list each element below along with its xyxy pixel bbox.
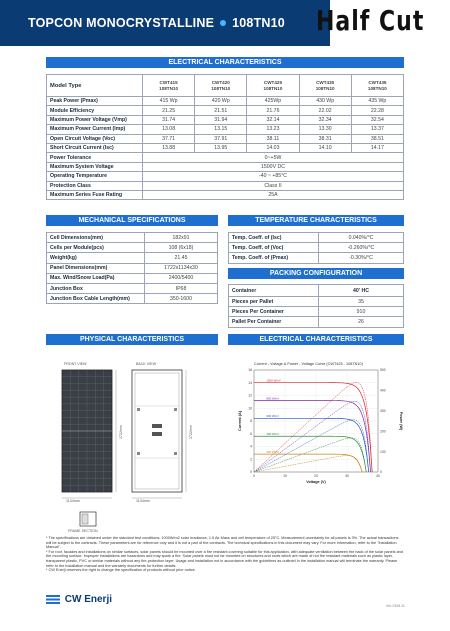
- row-label: Max. Wind/Snow Load(Pa): [47, 273, 145, 283]
- section-packing: PACKING CONFIGURATION: [228, 268, 404, 279]
- cell-value: 31.74: [143, 115, 195, 124]
- table-row: [47, 143, 404, 152]
- temperature-table: [228, 232, 404, 264]
- row-label: Maximum System Voltage: [47, 162, 143, 171]
- panel-drawings: [56, 366, 206, 546]
- cell-value: 13.95: [195, 143, 247, 152]
- row-label: Protection Class: [47, 181, 143, 190]
- version-label: Ver.2308.11: [386, 604, 405, 608]
- footnote: * The specifications are obtained under the standard test conditions: 1000W/m2 solar irradiance, 1.5 Air Mass and cell temperature of 25°C. Measurement uncertainty for all panels is 3%. The actual transactions will be subject to the contracts. These parameters are for reference only and it is not a part of the contracts. The technical specifications in this document may vary. For more information, refer to the "Installation Manual".: [46, 536, 399, 550]
- half-cut-logo: Half Cut: [316, 6, 425, 38]
- cell-value: 14.17: [351, 143, 403, 152]
- x-tick-label: 10: [283, 474, 287, 478]
- cell-value: 425Wp: [247, 97, 299, 106]
- model-name: CWT425: [263, 80, 283, 85]
- cell-value: 35: [319, 297, 404, 307]
- y2-tick-label: 500: [380, 368, 386, 373]
- y-tick-label: 2: [250, 457, 252, 462]
- table-row: [229, 297, 404, 307]
- cell-value: 22.02: [299, 106, 351, 115]
- cell-value: 31.94: [195, 115, 247, 124]
- cell-value: 13.08: [143, 125, 195, 134]
- cell-value: 435 Wp: [351, 97, 403, 106]
- model-series-label: 108TN10: [315, 85, 335, 91]
- series-label: 1000 W/m²: [266, 378, 281, 383]
- table-row: [229, 233, 404, 243]
- cell-value: Class II: [143, 181, 404, 190]
- x-tick-label: 20: [314, 474, 318, 478]
- bullet-dot-icon: [220, 20, 226, 26]
- model-header: [247, 75, 299, 97]
- table-row: [47, 106, 404, 115]
- cell-value: 37.71: [143, 134, 195, 143]
- model-header: [299, 75, 351, 97]
- row-label: Operating Temperature: [47, 172, 143, 181]
- cell-value: 38.31: [299, 134, 351, 143]
- table-row: [47, 190, 404, 199]
- series-label: 400 W/m²: [266, 432, 279, 437]
- section-electrical: ELECTRICAL CHARACTERISTICS: [46, 57, 404, 68]
- dim-width-back: 1134mm: [136, 499, 150, 503]
- cell-value: IP68: [145, 283, 218, 293]
- table-row: [47, 134, 404, 143]
- cell-value: 13.15: [195, 125, 247, 134]
- row-label: Temp. Coeff. of (Voc): [229, 243, 319, 253]
- model-header: [195, 75, 247, 97]
- section-temperature: TEMPERATURE CHARACTERISTICS: [228, 215, 404, 226]
- y-tick-label: 4: [250, 444, 252, 449]
- row-label: Peak Power (Pmax): [47, 97, 143, 106]
- cell-value: 38.51: [351, 134, 403, 143]
- cell-value: 32.34: [299, 115, 351, 124]
- table-row: [47, 294, 218, 304]
- row-label: Container: [229, 285, 319, 297]
- table-row: [47, 162, 404, 171]
- row-label: Weight(kg): [47, 253, 145, 263]
- cell-value: 430 Wp: [299, 97, 351, 106]
- model-name: CWT415: [159, 80, 178, 85]
- page-title: TOPCON MONOCRYSTALLINE: [28, 16, 215, 30]
- model-name: CWT430: [316, 80, 335, 85]
- cell-value: 14.03: [247, 143, 299, 152]
- table-row: [47, 243, 218, 253]
- cell-value: -0.260%/°C: [319, 243, 404, 253]
- cell-value: 22.28: [351, 106, 403, 115]
- cell-value: 37.91: [195, 134, 247, 143]
- cell-value: 420 Wp: [195, 97, 247, 106]
- model-header: [351, 75, 403, 97]
- model-type-label: Model Type: [47, 75, 143, 97]
- electrical-table: [46, 74, 404, 200]
- cell-value: 13.30: [299, 125, 351, 134]
- cell-value: -0.30%/°C: [319, 253, 404, 263]
- model-name: CWT420: [211, 80, 230, 85]
- cell-value: 25A: [143, 190, 404, 199]
- table-row: [229, 307, 404, 317]
- row-label: Pallet Per Container: [229, 317, 319, 327]
- y2-tick-label: 400: [380, 388, 386, 393]
- model-series-label: 108TN10: [263, 85, 283, 91]
- front-view-drawing: [62, 370, 112, 492]
- cell-value: 38.11: [247, 134, 299, 143]
- y-tick-label: 8: [250, 419, 252, 424]
- table-row: [47, 172, 404, 181]
- y2-tick-label: 300: [380, 409, 386, 413]
- series-label: 200 W/m²: [266, 449, 279, 454]
- table-row: [47, 263, 218, 273]
- y-tick-label: 14: [248, 380, 252, 385]
- cell-value: 21.45: [145, 253, 218, 263]
- row-label: Temp. Coeff. of (Isc): [229, 233, 319, 243]
- y2-tick-label: 200: [380, 429, 386, 434]
- y2-tick-label: 0: [380, 470, 382, 475]
- page-header: [0, 0, 450, 48]
- row-label: Short Circuit Current (Isc): [47, 143, 143, 152]
- footnote: * CW Enerji reserves the right to change the specification of products without prior notice.: [46, 568, 196, 573]
- dim-height-front: 1722mm: [118, 425, 123, 439]
- model-name: CWT435: [368, 80, 387, 85]
- cell-value: 32.54: [351, 115, 403, 124]
- cell-value: 13.88: [143, 143, 195, 152]
- y-axis-label: Current (A): [238, 410, 242, 432]
- cell-value: 350-1600: [145, 294, 218, 304]
- table-row: [229, 243, 404, 253]
- model-series-label: 108TN10: [367, 85, 387, 91]
- footnotes: [46, 536, 404, 573]
- header-bar: [0, 0, 330, 46]
- row-label: Temp. Coeff. of (Pmax): [229, 253, 319, 263]
- row-label: Pieces Per Container: [229, 307, 319, 317]
- x-tick-label: 30: [345, 474, 349, 478]
- back-view-drawing: [132, 370, 182, 492]
- cell-value: 0~+5W: [143, 153, 404, 162]
- row-label: Power Tolerance: [47, 153, 143, 162]
- table-row: [229, 253, 404, 263]
- section-mechanical: MECHANICAL SPECIFICATIONS: [46, 215, 218, 226]
- cell-value: 13.23: [247, 125, 299, 134]
- cell-value: 21.25: [143, 106, 195, 115]
- row-label: Panel Dimensions(mm): [47, 263, 145, 273]
- series-label: 800 W/m²: [266, 396, 279, 401]
- x-tick-label: 0: [253, 474, 255, 478]
- y2-tick-label: 100: [380, 449, 386, 454]
- cell-value: 182x91: [145, 233, 218, 243]
- cell-value: 1500V DC: [143, 162, 404, 171]
- y-tick-label: 10: [248, 406, 252, 411]
- row-label: Maximum Series Fuse Rating: [47, 190, 143, 199]
- cell-value: 40' HC: [319, 285, 404, 297]
- y-tick-label: 6: [250, 431, 252, 436]
- iv-chart: [236, 366, 404, 490]
- frame-section-label: FRAME SECTION: [68, 529, 98, 533]
- model-series-label: 108TN10: [211, 85, 231, 91]
- chart-title: Current - Voltage & Power - Voltage Curve (CWT425 - 108TN10): [254, 362, 363, 366]
- cell-value: 1722x1134x30: [145, 263, 218, 273]
- table-row: [229, 285, 404, 297]
- cell-value: 21.51: [195, 106, 247, 115]
- row-label: Pieces per Pallet: [229, 297, 319, 307]
- table-row: [47, 75, 404, 97]
- section-physical: PHYSICAL CHARACTERISTICS: [46, 334, 218, 345]
- cell-value: 14.10: [299, 143, 351, 152]
- table-row: [47, 115, 404, 124]
- x-axis-label: Voltage (V): [306, 480, 326, 484]
- x-tick-label: 40: [376, 474, 380, 478]
- back-view-label: BACK VIEW: [136, 362, 156, 366]
- table-row: [47, 273, 218, 283]
- table-row: [47, 97, 404, 106]
- table-row: [47, 233, 218, 243]
- y-tick-label: 12: [248, 393, 252, 398]
- brand-logo: [44, 594, 112, 605]
- cell-value: 13.37: [351, 125, 403, 134]
- row-label: Module Efficiency: [47, 106, 143, 115]
- row-label: Maximum Power Current (Imp): [47, 125, 143, 134]
- brand-mark-icon: [46, 595, 60, 604]
- table-row: [229, 317, 404, 327]
- front-view-label: FRONT VIEW: [64, 362, 87, 366]
- cell-value: 21.76: [247, 106, 299, 115]
- section-electrical-curves: ELECTRICAL CHARACTERISTICS: [228, 334, 404, 345]
- cell-value: 32.14: [247, 115, 299, 124]
- cell-value: -40 ~ +85°C: [143, 172, 404, 181]
- y-tick-label: 0: [250, 470, 252, 475]
- row-label: Maximum Power Voltage (Vmp): [47, 115, 143, 124]
- table-row: [47, 181, 404, 190]
- series-label: 600 W/m²: [266, 414, 279, 419]
- table-row: [47, 153, 404, 162]
- chart-grid: [254, 370, 378, 472]
- cell-value: 415 Wp: [143, 97, 195, 106]
- table-row: [47, 283, 218, 293]
- table-row: [47, 253, 218, 263]
- frame-section-drawing: [80, 512, 96, 526]
- row-label: Junction Box: [47, 283, 145, 293]
- cell-value: 26: [319, 317, 404, 327]
- y2-axis-label: Power (W): [399, 411, 403, 431]
- row-label: Cell Dimensions(mm): [47, 233, 145, 243]
- cell-value: 0.040%/°C: [319, 233, 404, 243]
- y-tick-label: 16: [248, 368, 252, 373]
- footnote: * For roof, facades and installations on similar surfaces, solar panels should be mounted over a fire resistant covering suitable for this application, with adequate ventilation between the back of the solar panels and the mounting surface. Improper installations are hazardous and may spark a fire. Solar panels must not be mounted on structures and roofs which are made of not fire resistant materials such as plastic layer, transparent plastic, PVC or similar materials without any fire-protection layer. Usage and installation not in accordance with the guidelines as outlined in the installation manual will terminate the warranty. Please refer to the installation manual and the warranty documents for further details.: [46, 549, 403, 568]
- model-series: 108TN10: [232, 16, 285, 30]
- row-label: Open Circuit Voltage (Voc): [47, 134, 143, 143]
- row-label: Cells per Module(pcs): [47, 243, 145, 253]
- model-header: [143, 75, 195, 97]
- mechanical-table: [46, 232, 218, 304]
- packing-table: [228, 284, 404, 328]
- cell-value: 108 (6x18): [145, 243, 218, 253]
- dim-width-front: 1134mm: [66, 499, 80, 503]
- cell-value: 910: [319, 307, 404, 317]
- brand-name: CW Enerji: [64, 594, 113, 605]
- dim-height-back: 1722mm: [188, 425, 193, 439]
- table-row: [47, 125, 404, 134]
- model-series-label: 108TN10: [159, 85, 179, 91]
- cell-value: 2400/5400: [145, 273, 218, 283]
- row-label: Junction Box Cable Length(mm): [47, 294, 145, 304]
